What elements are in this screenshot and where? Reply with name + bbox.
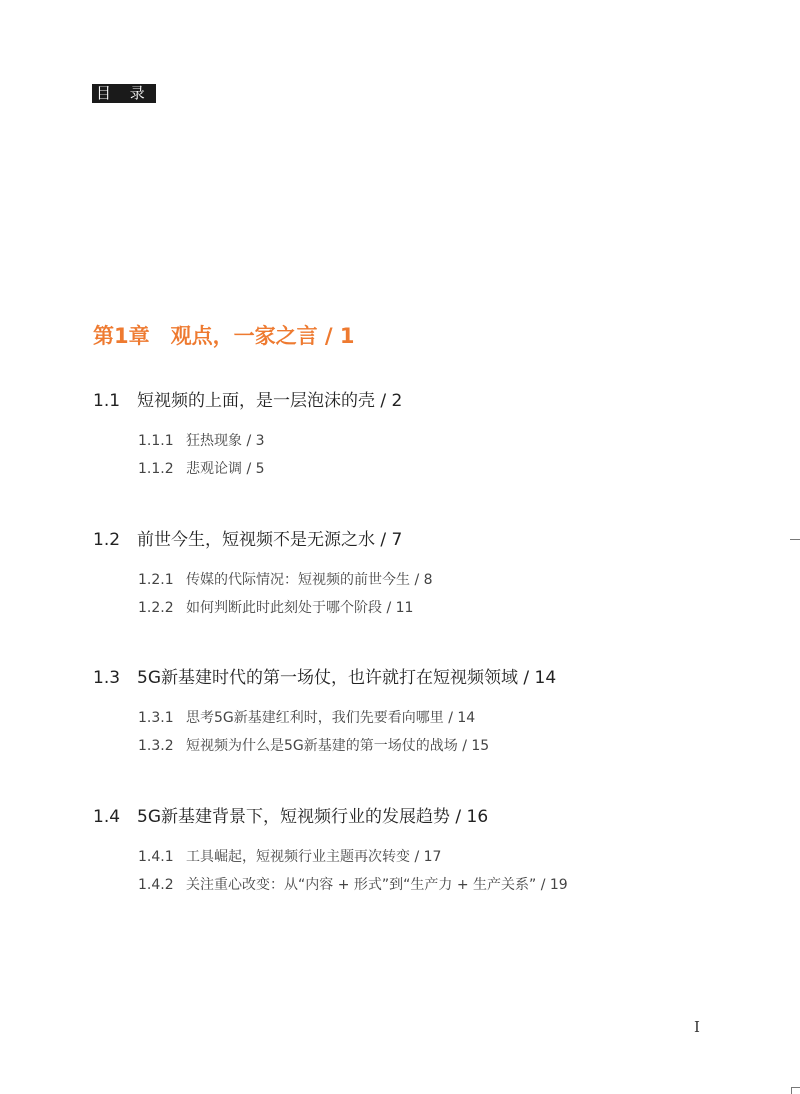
- subsection-number: 1.3.2: [138, 738, 174, 754]
- subsection-title: 传媒的代际情况：短视频的前世今生 / 8: [186, 572, 433, 588]
- section-title: 5G新基建时代的第一场仗，也许就打在短视频领域 / 14: [137, 668, 557, 688]
- section-heading: [93, 386, 402, 411]
- subsection-entry: [138, 735, 489, 755]
- section-heading: [93, 663, 556, 688]
- section-title: 5G新基建背景下，短视频行业的发展趋势 / 16: [137, 807, 489, 827]
- subsection-entry: [138, 430, 265, 450]
- subsection-title: 悲观论调 / 5: [186, 461, 265, 477]
- section-title: 短视频的上面，是一层泡沫的壳 / 2: [137, 391, 403, 411]
- chapter-title: 第1章 观点，一家之言 / 1: [93, 324, 355, 348]
- subsection-title: 短视频为什么是5G新基建的第一场仗的战场 / 15: [186, 738, 490, 754]
- subsection-entry: [138, 874, 568, 894]
- section-heading: [93, 802, 488, 827]
- section-heading: [93, 525, 402, 550]
- subsection-title: 工具崛起，短视频行业主题再次转变 / 17: [186, 849, 442, 865]
- subsection-number: 1.2.2: [138, 600, 174, 616]
- subsection-title: 如何判断此时此刻处于哪个阶段 / 11: [186, 600, 414, 616]
- section-number: 1.2: [93, 530, 121, 550]
- subsection-entry: [138, 569, 433, 589]
- section-number: 1.3: [93, 668, 121, 688]
- subsection-title: 关注重心改变：从“内容 + 形式”到“生产力 + 生产关系” / 19: [186, 877, 568, 893]
- subsection-number: 1.2.1: [138, 572, 174, 588]
- crop-mark: [791, 1087, 792, 1094]
- subsection-number: 1.4.1: [138, 849, 174, 865]
- toc-heading: 目 录: [92, 84, 156, 103]
- subsection-number: 1.1.1: [138, 433, 174, 449]
- subsection-entry: [138, 458, 265, 478]
- section-number: 1.4: [93, 807, 121, 827]
- crop-mark: [790, 539, 800, 540]
- subsection-number: 1.4.2: [138, 877, 174, 893]
- page-number: I: [694, 1018, 700, 1036]
- subsection-number: 1.1.2: [138, 461, 174, 477]
- subsection-entry: [138, 707, 475, 727]
- section-title: 前世今生，短视频不是无源之水 / 7: [137, 530, 403, 550]
- section-number: 1.1: [93, 391, 121, 411]
- crop-mark: [791, 1087, 800, 1088]
- subsection-title: 思考5G新基建红利时，我们先要看向哪里 / 14: [186, 710, 476, 726]
- subsection-title: 狂热现象 / 3: [186, 433, 265, 449]
- subsection-number: 1.3.1: [138, 710, 174, 726]
- subsection-entry: [138, 846, 441, 866]
- subsection-entry: [138, 597, 413, 617]
